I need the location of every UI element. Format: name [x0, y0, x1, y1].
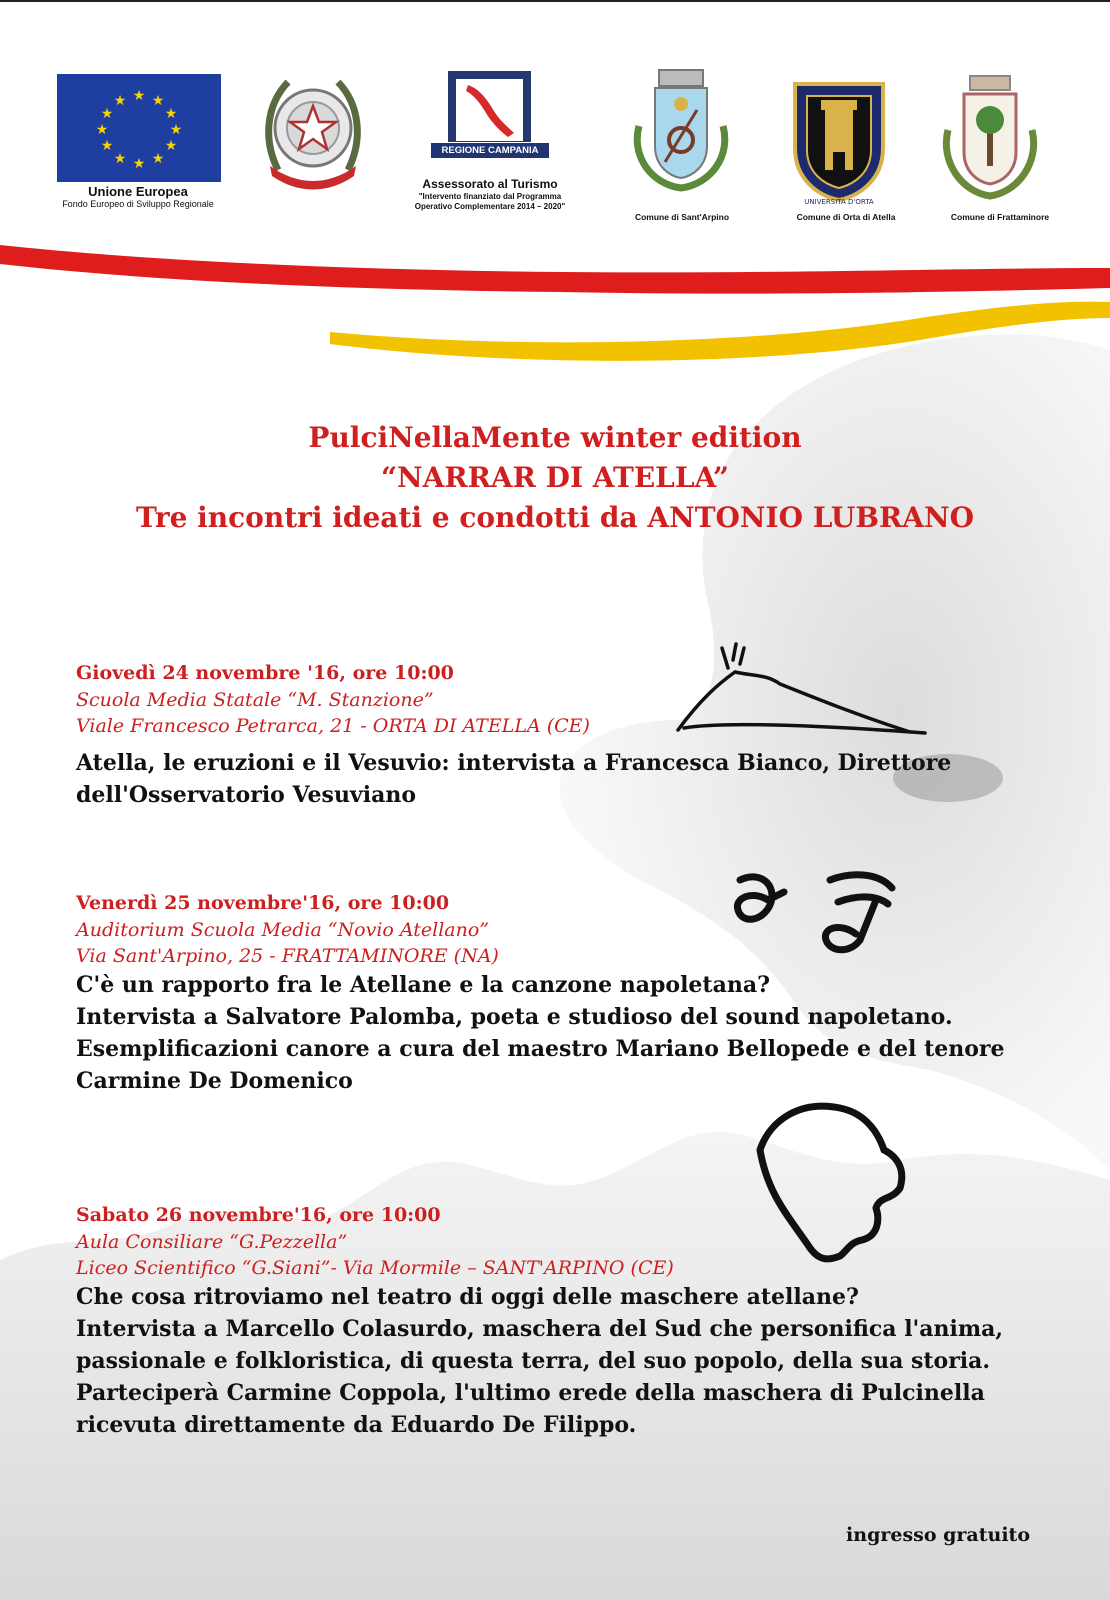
event-2 [76, 890, 1066, 1097]
event-body-line: Parteciperà Carmine Coppola, l'ultimo erede della maschera di Pulcinella [76, 1380, 985, 1406]
orta-crest-lettering: UNIVERSITÀ D'ORTA [804, 198, 874, 206]
svg-text:★: ★ [169, 122, 183, 138]
svg-text:★: ★ [132, 156, 146, 172]
campania-note-line2: Operativo Complementare 2014 – 2020" [414, 202, 566, 211]
caption-sant-arpino: Comune di Sant'Arpino [634, 212, 730, 222]
eu-flag-logo [57, 74, 221, 182]
red-brush-stroke [0, 245, 1110, 294]
event-date: Giovedì 24 novembre '16, ore 10:00 [76, 662, 454, 684]
campania-office: Assessorato al Turismo [422, 177, 558, 191]
event-body-line: dell'Osservatorio Vesuviano [76, 782, 417, 808]
svg-text:★: ★ [164, 106, 178, 122]
event-venue-line1: Aula Consiliare “G.Pezzella” [76, 1231, 348, 1253]
svg-text:★: ★ [113, 93, 127, 109]
headline-line2: “NARRAR DI ATELLA” [380, 461, 730, 494]
shield-icon [631, 66, 731, 198]
eu-stars-icon [57, 74, 221, 182]
event-body-line: Che cosa ritroviamo nel teatro di oggi delle maschere atellane? [76, 1284, 859, 1310]
event-body-line: Carmine De Domenico [76, 1068, 353, 1094]
tree-shield-icon [940, 74, 1040, 206]
event-date: Sabato 26 novembre'16, ore 10:00 [76, 1204, 441, 1226]
eu-subtitle: Fondo Europeo di Sviluppo Regionale [62, 199, 214, 209]
svg-text:★: ★ [95, 122, 109, 138]
tower-shield-icon [789, 76, 889, 208]
event-body-line: C'è un rapporto fra le Atellane e la canzone napoletana? [76, 972, 770, 998]
caption-orta-di-atella: Comune di Orta di Atella [796, 212, 896, 222]
eu-title: Unione Europea [88, 184, 188, 199]
event-venue-line1: Auditorium Scuola Media “Novio Atellano” [76, 919, 490, 941]
svg-text:★: ★ [164, 138, 178, 154]
svg-text:★: ★ [100, 138, 114, 154]
campania-caption [395, 177, 585, 212]
campania-note-line1: "Intervento finanziato dal Programma [418, 192, 562, 201]
headline-line3: Tre incontri ideati e condotti da ANTONIO LUBRANO [136, 501, 974, 534]
regione-campania-badge: REGIONE CAMPANIA [430, 142, 550, 159]
italian-republic-emblem [258, 70, 368, 194]
svg-text:★: ★ [100, 106, 114, 122]
poster-headline [60, 418, 1050, 538]
event-body-line: Atella, le eruzioni e il Vesuvio: intervista a Francesca Bianco, Direttore [76, 750, 952, 776]
svg-text:★: ★ [132, 88, 146, 104]
caption-frattaminore: Comune di Frattaminore [950, 212, 1050, 222]
headline-line1: PulciNellaMente winter edition [308, 421, 802, 454]
svg-text:★: ★ [151, 93, 165, 109]
svg-text:★: ★ [151, 151, 165, 167]
event-body-line: Esemplificazioni canore a cura del maestro Mariano Bellopede e del tenore [76, 1036, 1005, 1062]
star-emblem-icon [258, 70, 368, 194]
event-venue-line2: Via Sant'Arpino, 25 - FRATTAMINORE (NA) [76, 945, 499, 967]
event-body-line: passionale e folkloristica, di questa terra, del suo popolo, della sua storia. [76, 1348, 991, 1374]
event-body-line: Intervista a Marcello Colasurdo, maschera del Sud che personifica l'anima, [76, 1316, 1004, 1342]
event-venue-line2: Liceo Scientifico “G.Siani”- Via Mormile – SANT'ARPINO (CE) [76, 1257, 674, 1279]
event-venue-line1: Scuola Media Statale “M. Stanzione” [76, 689, 434, 711]
event-3 [76, 1202, 1066, 1441]
event-venue-line2: Viale Francesco Petrarca, 21 - ORTA DI ATELLA (CE) [76, 715, 590, 737]
event-body-line: Intervista a Salvatore Palomba, poeta e studioso del sound napoletano. [76, 1004, 953, 1030]
event-date: Venerdì 25 novembre'16, ore 10:00 [76, 892, 450, 914]
event-body-line: ricevuta direttamente da Eduardo De Filippo. [76, 1412, 637, 1438]
free-entry-note: ingresso gratuito [846, 1524, 1030, 1546]
event-1 [76, 660, 1066, 811]
crest-sant-arpino [631, 66, 731, 198]
crest-frattaminore [940, 74, 1040, 206]
svg-text:★: ★ [113, 151, 127, 167]
crest-orta-di-atella [789, 76, 889, 208]
eu-caption [40, 184, 236, 210]
